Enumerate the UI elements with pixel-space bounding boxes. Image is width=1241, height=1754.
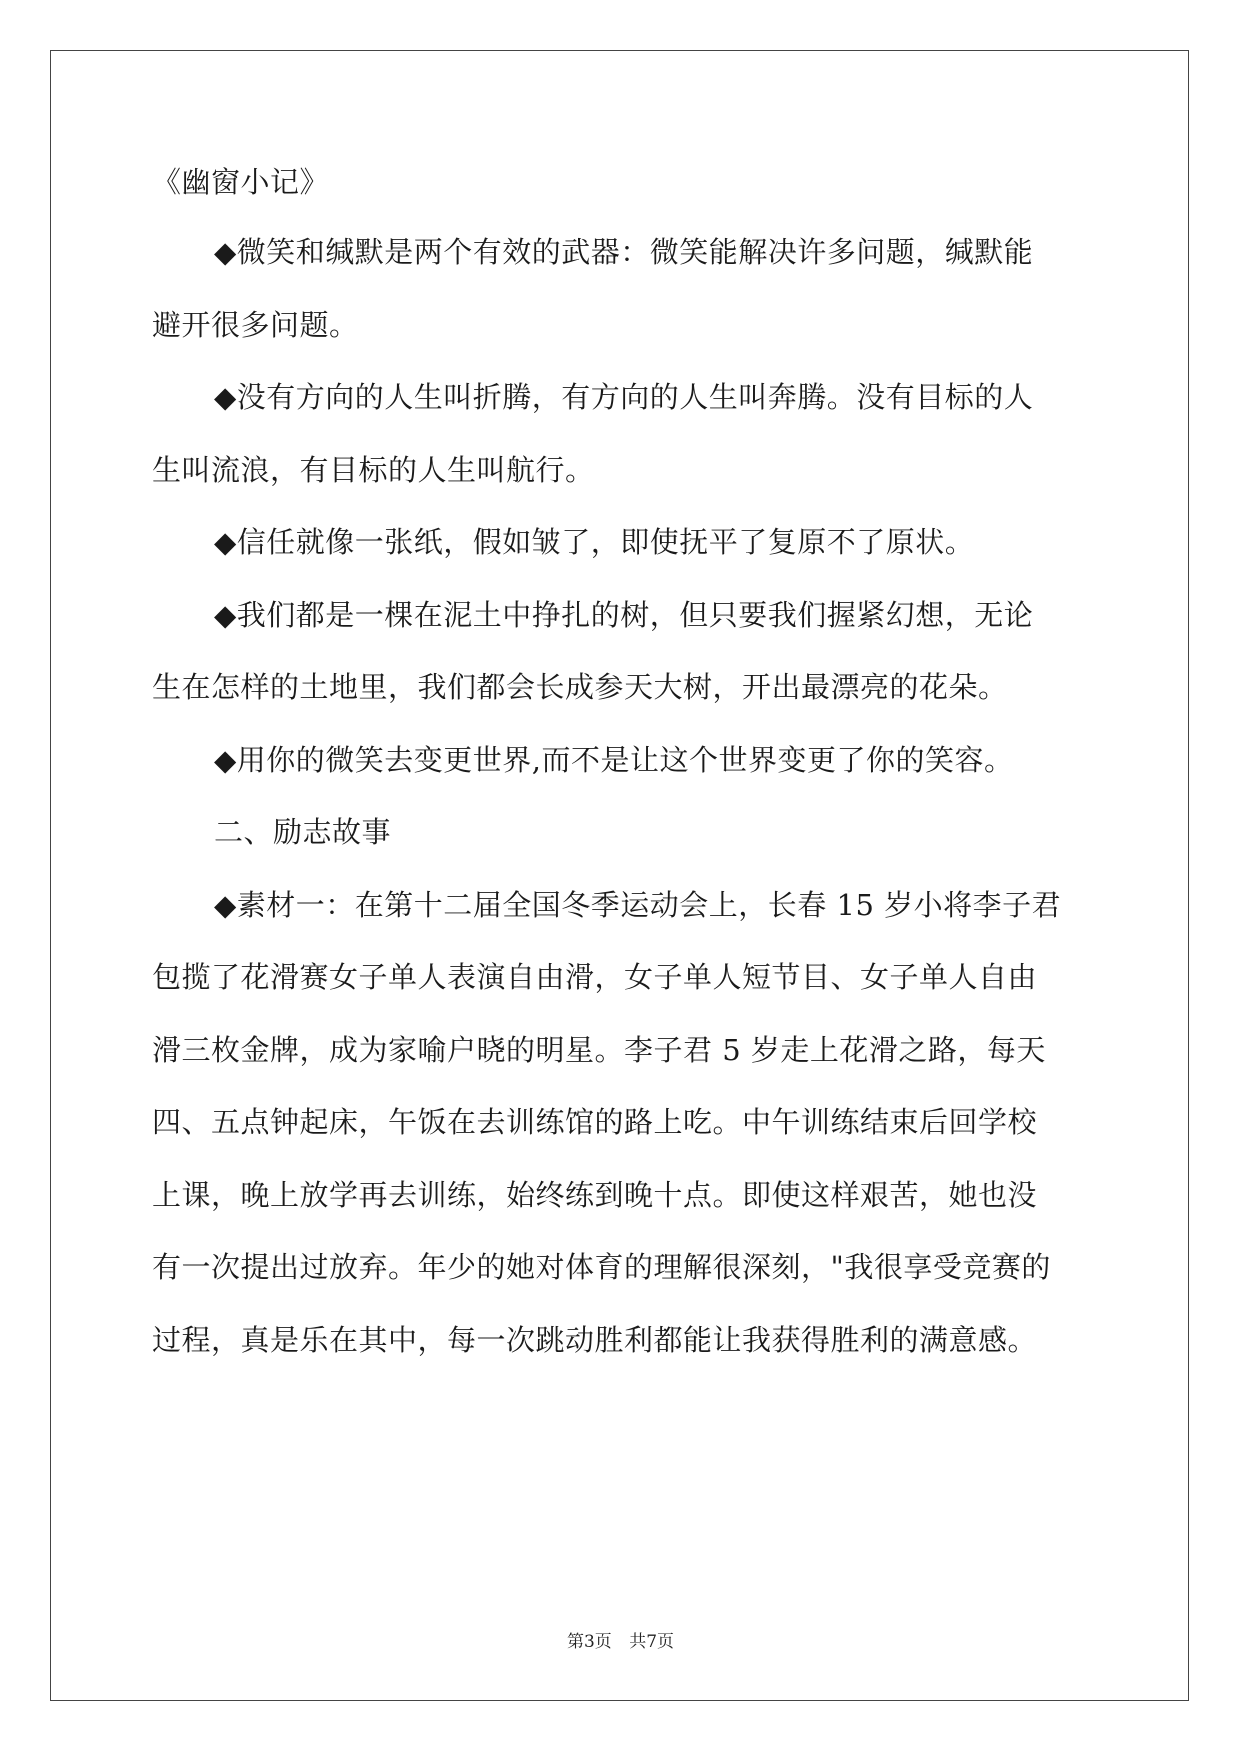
paragraph-line: 包揽了花滑赛女子单人表演自由滑，女子单人短节目、女子单人自由 bbox=[152, 960, 1038, 994]
paragraph-line: 过程，真是乐在其中，每一次跳动胜利都能让我获得胜利的满意感。 bbox=[152, 1323, 1038, 1357]
paragraph-line: 生在怎样的土地里，我们都会长成参天大树，开出最漂亮的花朵。 bbox=[152, 670, 1008, 704]
paragraph-line: 生叫流浪，有目标的人生叫航行。 bbox=[152, 453, 595, 487]
page-border bbox=[50, 50, 1189, 1701]
paragraph-line: ◆素材一：在第十二届全国冬季运动会上，长春 15 岁小将李子君 bbox=[214, 888, 1062, 922]
page-number: 第3页 bbox=[566, 1632, 612, 1652]
paragraph-line: 四、五点钟起床，午饭在去训练馆的路上吃。中午训练结束后回学校 bbox=[152, 1105, 1038, 1139]
section-heading: 二、励志故事 bbox=[214, 815, 392, 849]
page-total: 共7页 bbox=[629, 1632, 675, 1652]
paragraph-line: ◆没有方向的人生叫折腾，有方向的人生叫奔腾。没有目标的人 bbox=[214, 380, 1034, 414]
paragraph-line: ◆信任就像一张纸，假如皱了，即使抚平了复原不了原状。 bbox=[214, 525, 975, 559]
paragraph-line: 避开很多问题。 bbox=[152, 308, 359, 342]
paragraph-line: 滑三枚金牌，成为家喻户晓的明星。李子君 5 岁走上花滑之路，每天 bbox=[152, 1033, 1046, 1067]
paragraph-line: ◆我们都是一棵在泥土中挣扎的树，但只要我们握紧幻想，无论 bbox=[214, 598, 1034, 632]
book-title-line: 《幽窗小记》 bbox=[152, 165, 330, 199]
page-footer bbox=[0, 1627, 1241, 1652]
paragraph-line: ◆微笑和缄默是两个有效的武器：微笑能解决许多问题，缄默能 bbox=[214, 235, 1034, 269]
paragraph-line: ◆用你的微笑去变更世界,而不是让这个世界变更了你的笑容。 bbox=[214, 743, 1014, 777]
paragraph-line: 上课，晚上放学再去训练，始终练到晚十点。即使这样艰苦，她也没 bbox=[152, 1178, 1038, 1212]
paragraph-line: 有一次提出过放弃。年少的她对体育的理解很深刻，"我很享受竞赛的 bbox=[152, 1250, 1051, 1284]
